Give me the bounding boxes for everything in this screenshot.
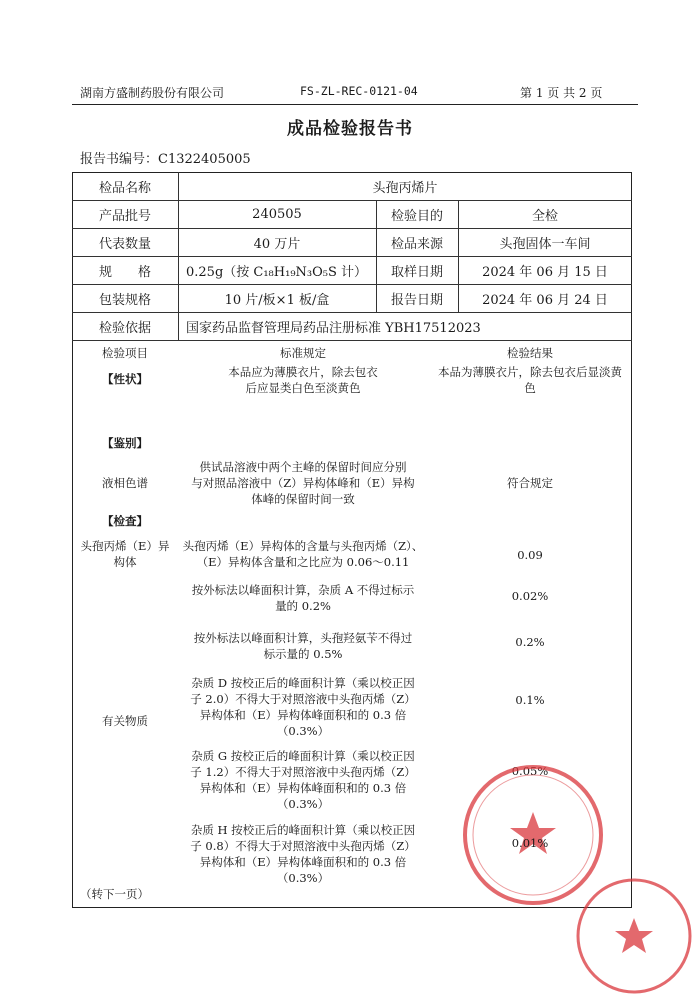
impurity-d-standard: 杂质 D 按校正后的峰面积计算（乘以校正因 子 2.0）不得大于对照溶液中头孢丙烯（Z） 异构体和（E）异构体峰面积和的 0.3 倍 （0.3%） xyxy=(190,676,416,738)
spec: 0.25g（按 C₁₈H₁₉N₃O₅S 计） xyxy=(186,264,368,280)
doc-code: FS-ZL-REC-0121-04 xyxy=(300,84,418,98)
impurity-a-result: 0.02% xyxy=(511,589,549,603)
purpose: 全检 xyxy=(531,208,558,224)
hplc-standard: 供试品溶液中两个主峰的保留时间应分别 与对照品溶液中（Z）异构体峰和（E）异构 体峰的保留时间一致 xyxy=(191,460,415,506)
col-result: 检验结果 xyxy=(507,346,553,360)
hplc-result: 符合规定 xyxy=(507,476,553,490)
label-purpose: 检验目的 xyxy=(390,208,443,224)
basis: 国家药品监督管理局药品注册标准 YBH17512023 xyxy=(186,320,481,336)
impurity-d-result: 0.1% xyxy=(515,693,545,707)
label-product-name: 检品名称 xyxy=(98,180,151,196)
label-packing: 包装规格 xyxy=(98,292,151,308)
impurity-g-result: 0.05% xyxy=(511,764,549,778)
section-appearance: 【性状】 xyxy=(102,372,148,386)
label-spec: 规 格 xyxy=(98,264,151,280)
continued-note: （转下一页） xyxy=(80,887,149,901)
page-info: 第 1 页 共 2 页 xyxy=(520,86,603,100)
product-name: 头孢丙烯片 xyxy=(372,180,438,196)
section-identification: 【鉴别】 xyxy=(102,436,148,450)
label-source: 检品来源 xyxy=(390,236,443,252)
impurity-h-result: 0.01% xyxy=(511,836,549,850)
label-quantity: 代表数量 xyxy=(98,236,151,252)
isomer-item: 头孢丙烯（E）异 构体 xyxy=(80,539,170,569)
label-sampling-date: 取样日期 xyxy=(390,264,443,280)
report-date: 2024 年 06 月 24 日 xyxy=(482,292,608,308)
quality-seal-stamp xyxy=(572,874,696,998)
sampling-date: 2024 年 06 月 15 日 xyxy=(482,264,608,280)
col-item: 检验项目 xyxy=(102,346,148,360)
appearance-standard: 本品应为薄膜衣片，除去包衣 后应显类白色至淡黄色 xyxy=(228,365,378,395)
isomer-result: 0.09 xyxy=(517,548,543,562)
section-inspection: 【检查】 xyxy=(102,514,148,528)
hplc-item: 液相色谱 xyxy=(102,476,148,490)
label-basis: 检验依据 xyxy=(98,320,151,336)
header-rule xyxy=(72,104,638,105)
label-batch: 产品批号 xyxy=(98,208,151,224)
page-title: 成品检验报告书 xyxy=(287,119,413,139)
isomer-standard: 头孢丙烯（E）异构体的含量与头孢丙烯（Z）、 （E）异构体含量和之比应为 0.06～0.11 xyxy=(182,539,424,569)
appearance-result: 本品为薄膜衣片，除去包衣后显淡黄 色 xyxy=(438,365,622,395)
source: 头孢固体一车间 xyxy=(499,236,591,252)
label-report-date: 报告日期 xyxy=(390,292,443,308)
quantity: 40 万片 xyxy=(253,236,301,252)
impurity-g-standard: 杂质 G 按校正后的峰面积计算（乘以校正因 子 1.2）不得大于对照溶液中头孢丙烯（Z） 异构体和（E）异构体峰面积和的 0.3 倍 （0.3%） xyxy=(190,749,416,811)
cefadroxil-standard: 按外标法以峰面积计算，头孢羟氨苄不得过 标示量的 0.5% xyxy=(193,631,413,661)
report-number: 报告书编号：C1322405005 xyxy=(80,152,251,167)
table-divider xyxy=(72,340,632,341)
impurity-h-standard: 杂质 H 按校正后的峰面积计算（乘以校正因 子 0.8）不得大于对照溶液中头孢丙烯（Z） 异构体和（E）异构体峰面积和的 0.3 倍 （0.3%） xyxy=(190,823,416,885)
company-name: 湖南方盛制药股份有限公司 xyxy=(80,86,225,100)
related-substances-item: 有关物质 xyxy=(102,714,148,728)
col-standard: 标准规定 xyxy=(280,346,326,360)
impurity-a-standard: 按外标法以峰面积计算，杂质 A 不得过标示 量的 0.2% xyxy=(191,583,415,613)
batch-number: 240505 xyxy=(252,206,302,222)
cefadroxil-result: 0.2% xyxy=(515,635,545,649)
packing: 10 片/板×1 板/盒 xyxy=(224,292,330,308)
